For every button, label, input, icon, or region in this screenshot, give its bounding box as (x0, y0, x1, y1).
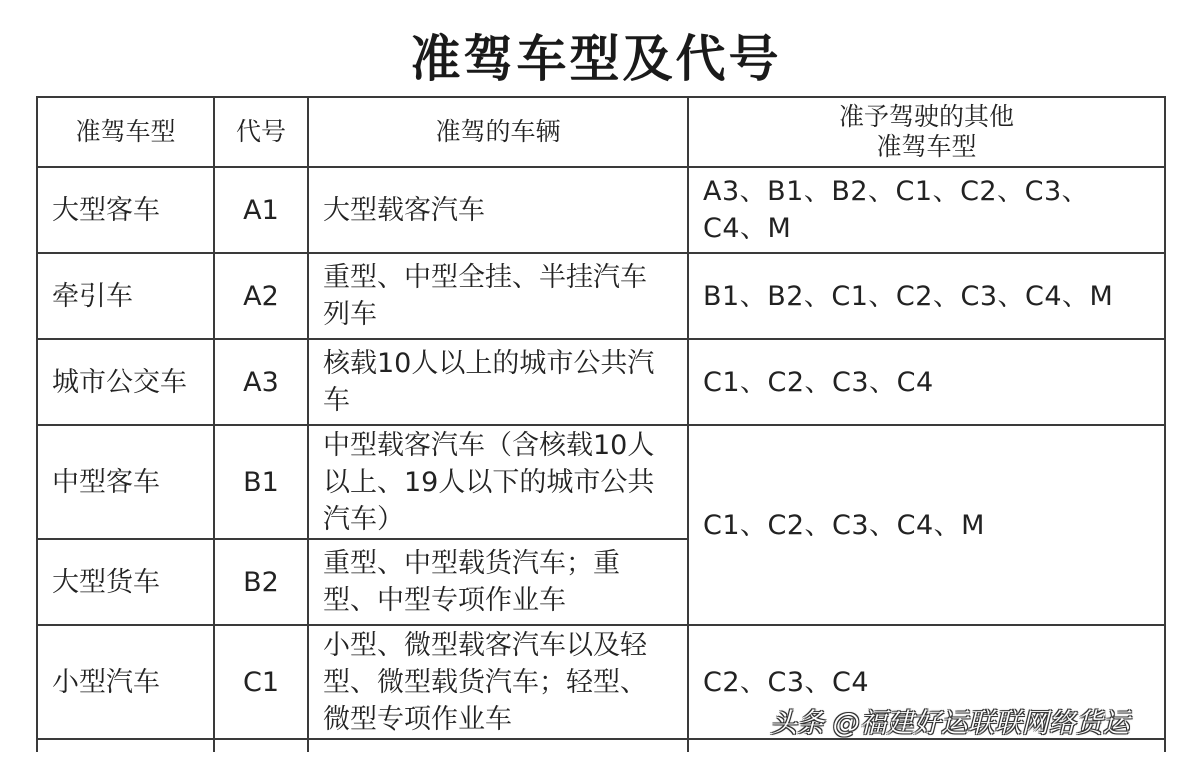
cell-vehicles: 重型、中型全挂、半挂汽车列车 (308, 253, 688, 339)
cell-code: B1 (214, 425, 308, 539)
header-other-types-line1: 准予驾驶的其他 (838, 102, 1014, 131)
cell-empty (214, 739, 308, 752)
cell-license-type: 大型货车 (37, 539, 214, 625)
cell-empty (308, 739, 688, 752)
page-title: 准驾车型及代号 (410, 30, 782, 88)
cell-vehicles: 大型载客汽车 (308, 167, 688, 253)
cell-other-types: C1、C2、C3、C4 (688, 339, 1165, 425)
cell-license-type: 大型客车 (37, 167, 214, 253)
cell-code: A1 (214, 167, 308, 253)
cell-vehicles: 中型载客汽车（含核载10人以上、19人以下的城市公共汽车） (308, 425, 688, 539)
table-row (37, 253, 1165, 339)
cell-code: A2 (214, 253, 308, 339)
cell-other-types: A3、B1、B2、C1、C2、C3、C4、M (688, 167, 1165, 253)
header-license-type: 准驾车型 (37, 97, 214, 167)
cell-license-type: 牵引车 (37, 253, 214, 339)
cell-empty (37, 739, 214, 752)
header-other-types (688, 97, 1165, 167)
table-row (37, 425, 1165, 539)
cell-other-types: B1、B2、C1、C2、C3、C4、M (688, 253, 1165, 339)
cell-vehicles: 小型、微型载客汽车以及轻型、微型载货汽车；轻型、微型专项作业车 (308, 625, 688, 739)
header-vehicles: 准驾的车辆 (308, 97, 688, 167)
table-row (37, 339, 1165, 425)
cell-vehicles: 重型、中型载货汽车；重型、中型专项作业车 (308, 539, 688, 625)
cell-other-types: C1、C2、C3、C4、M (688, 425, 1165, 625)
cell-code: B2 (214, 539, 308, 625)
cell-license-type: 中型客车 (37, 425, 214, 539)
cell-vehicles: 核载10人以上的城市公共汽车 (308, 339, 688, 425)
table-row (37, 167, 1165, 253)
cell-code: C1 (214, 625, 308, 739)
header-other-types-line2: 准驾车型 (876, 132, 977, 161)
cell-code: A3 (214, 339, 308, 425)
cell-license-type: 城市公交车 (37, 339, 214, 425)
watermark: 头条 @福建好运联联网络货运 (770, 708, 1130, 739)
table-header-row (37, 97, 1165, 167)
cell-other-types: C2、C3、C4 (688, 625, 1165, 739)
license-type-table (36, 96, 1166, 752)
cell-license-type: 小型汽车 (37, 625, 214, 739)
header-code: 代号 (214, 97, 308, 167)
